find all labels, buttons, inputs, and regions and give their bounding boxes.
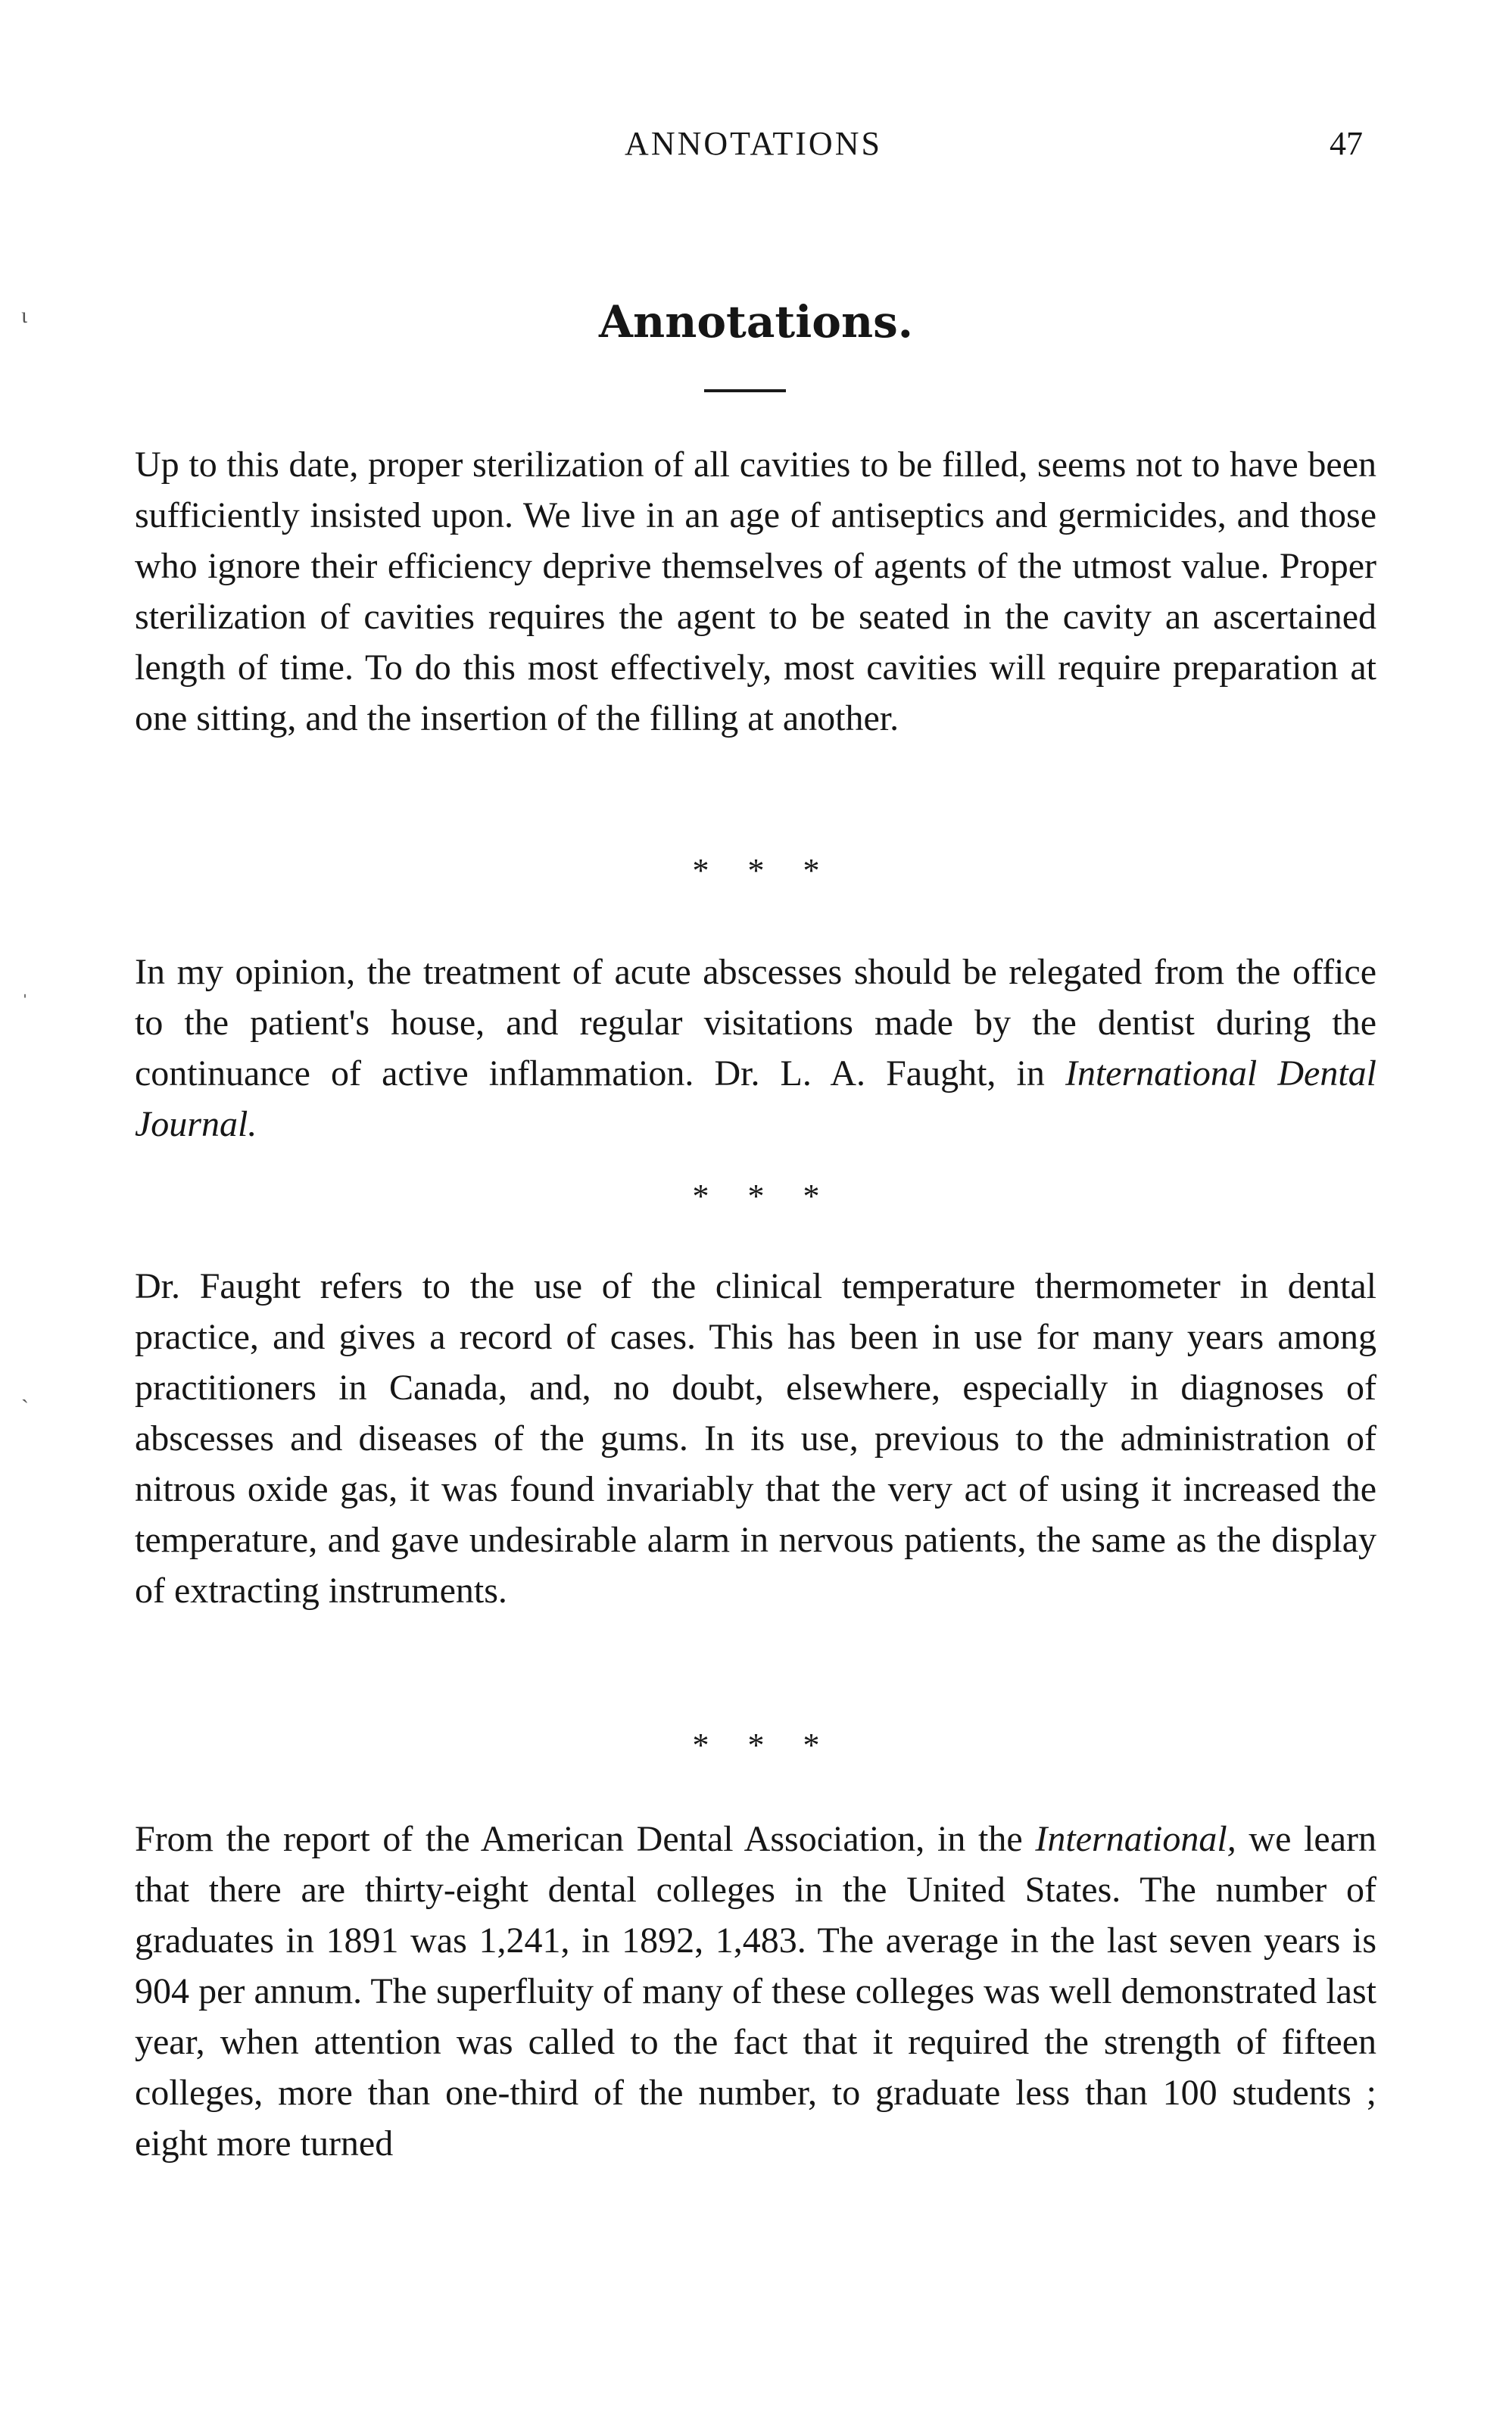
section-separator: * * * [692, 852, 820, 889]
international-citation: International, [1035, 1819, 1236, 1859]
margin-speck: ɩ [21, 303, 28, 328]
section-title: Annotations. [599, 296, 913, 348]
title-rule [704, 389, 786, 392]
paragraph-sterilization: Up to this date, proper sterilization of all cavities to be filled, seems not to have been sufficiently insisted upon. We live in an age of antiseptics and germicides, and those who ignore their efficiency deprive themselves of agents of the utmost value. Proper sterilization of cavities requires the agent to be seated in the cavity an ascertained length of time. To do this most effectively, most cavities will require preparation at one sitting, and the insertion of the filling at another. [135, 445, 1376, 738]
section-separator: * * * [692, 1178, 820, 1215]
abscesses-text: In my opinion, the treatment of acute abscesses should be relegated from the office to the patient's house, and regular visitations made by the dentist during the continuance of active inflammation. Dr. L. A. Faught, in [135, 952, 1376, 1094]
margin-speck: ˏ [21, 1378, 29, 1403]
paragraph-dental-colleges [135, 1814, 1376, 2169]
paragraph-abscesses [135, 947, 1376, 1150]
page-number: 47 [1330, 125, 1363, 162]
section-separator: * * * [692, 1727, 820, 1764]
margin-speck: ˌ [21, 973, 29, 998]
colleges-text-after: we learn that there are thirty-eight dental colleges in the United States. The number of graduates in 1891 was 1,241, in 1892, 1,483. The average in the last seven years is 904 per annum. The superfluity of many of these colleges was well demonstrated last year, when attention was called to the fact that it required the strength of fifteen colleges, more than one-third of the number, to graduate less than 100 students ; eight more turned [135, 1819, 1376, 2164]
colleges-text-before: From the report of the American Dental Association, in the [135, 1819, 1036, 1859]
running-head [136, 121, 1370, 167]
journal-citation: International Dental Journal. [135, 1053, 1377, 1144]
running-title: ANNOTATIONS [625, 125, 882, 162]
paragraph-thermometer: Dr. Faught refers to the use of the clinical temperature thermometer in dental practice, and gives a record of cases. This has been in use for many years among practitioners in Canada, and, no doubt, elsewhere, especially in diagnoses of abscesses and diseases of the gums. In its use, previous to the administration of nitrous oxide gas, it was found invariably that the very act of using it increased the temperature, and gave undesirable alarm in nervous patients, the same as the display of extracting instruments. [135, 1266, 1376, 1611]
